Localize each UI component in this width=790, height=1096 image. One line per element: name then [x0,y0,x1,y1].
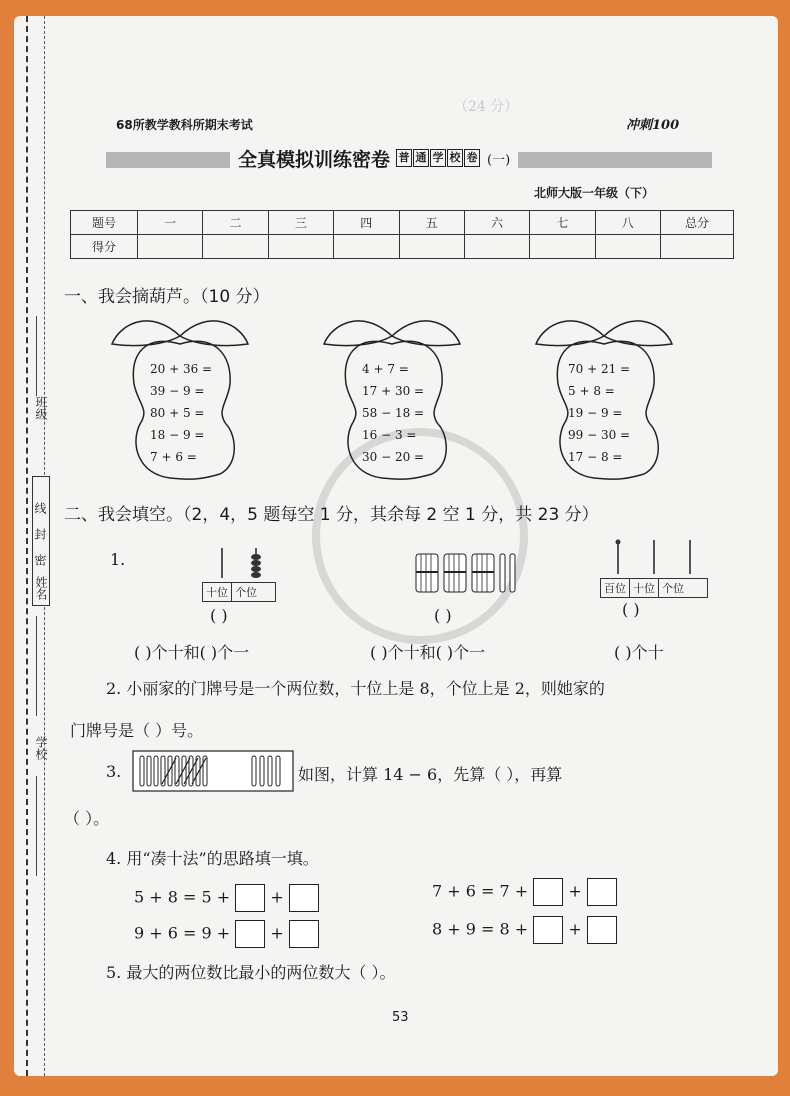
q1-answer-b[interactable]: ( ) [434,606,452,625]
gourd-1 [110,314,250,494]
section-1-heading: 一、我会摘葫芦。（10 分） [64,287,270,307]
q1-line-c[interactable]: ( )个十 [614,643,664,662]
gourd-2-eq-2: 17 + 30 = [362,384,425,398]
edition-label: 北师大版一年级（下） [534,186,655,200]
q4-equation-1: 5 + 8 = 5 + + [134,884,319,912]
q3-number: 3. [106,762,122,781]
gourd-2 [322,314,462,494]
q1-line-b[interactable]: ( )个十和( )个一 [370,643,486,662]
q1-number: 1. [110,550,126,569]
gourd-2-eq-4: 16 − 3 = [362,428,417,442]
answer-box[interactable] [289,920,319,948]
gourd-1-eq-2: 39 − 9 = [150,384,205,398]
exam-title [230,144,518,172]
answer-box[interactable] [533,916,563,944]
q1-answer-a[interactable]: ( ) [210,606,228,625]
q4-equation-3: 7 + 6 = 7 + + [432,878,617,906]
bleed-through-text: （24 分） [454,99,519,115]
title-number: (一) [487,152,511,168]
gourd-2-eq-1: 4 + 7 = [362,362,409,376]
q3-sticks-figure [132,750,294,796]
answer-box[interactable] [289,884,319,912]
gourd-3-eq-2: 5 + 8 = [568,384,615,398]
abacus-1-labels: 十位 个位 [202,582,276,602]
q4-equation-2: 9 + 6 = 9 + + [134,920,319,948]
gourd-2-eq-3: 58 − 18 = [362,406,425,420]
q3-text[interactable]: 如图，计算 14 − 6，先算（ ），再算 [298,765,563,784]
score-table [70,210,734,259]
q4-text: 4. 用“凑十法”的思路填一填。 [106,849,319,868]
answer-box[interactable] [587,878,617,906]
score-entry-row: 得分 [71,235,734,259]
gourd-3 [534,314,674,494]
answer-box[interactable] [235,920,265,948]
binding-label-name: 姓名 [34,576,48,600]
binding-label-school: 学校 [34,736,48,760]
q2-line-1: 2. 小丽家的门牌号是一个两位数，十位上是 8，个位上是 2，则她家的 [106,679,605,698]
page-number: 53 [392,1010,409,1025]
gourd-1-eq-5: 7 + 6 = [150,450,197,464]
q1-answer-c[interactable]: ( ) [622,600,640,619]
q2-line-2[interactable]: 门牌号是（ ）号。 [70,721,204,740]
gourd-2-eq-5: 30 − 20 = [362,450,425,464]
gourd-1-eq-4: 18 − 9 = [150,428,205,442]
abacus-2-rods [600,536,708,574]
gourd-1-eq-1: 20 + 36 = [150,362,213,376]
gourd-3-eq-3: 19 − 9 = [568,406,623,420]
brand-logo: 冲刺100 [626,118,680,133]
section-2-heading: 二、我会填空。（2，4，5 题每空 1 分，其余每 2 空 1 分，共 23 分） [64,505,599,525]
binding-label-class: 班级 [34,396,48,420]
binding-seal-box: 线封密 [32,476,50,606]
score-header-row: 题号 一 二 三 四 五 六 七 八 总分 [71,211,734,235]
abacus-2-labels: 百位 十位 个位 [600,578,708,598]
answer-box[interactable] [235,884,265,912]
q5-text[interactable]: 5. 最大的两位数比最小的两位数大（ ）。 [106,963,396,982]
gourd-3-eq-4: 99 − 30 = [568,428,631,442]
gourd-3-eq-1: 70 + 21 = [568,362,631,376]
abacus-1 [202,544,276,602]
title-boxes: 普 通 学 校 卷 [396,149,481,167]
q3-line-2[interactable]: （ ）。 [64,809,110,828]
exam-series: 68所教学教科所期末考试 [116,118,253,132]
q1-line-a[interactable]: ( )个十和( )个一 [134,643,250,662]
answer-box[interactable] [533,878,563,906]
stick-bundles [412,552,522,598]
abacus-2 [600,536,708,598]
exam-page [14,16,778,1076]
answer-box[interactable] [587,916,617,944]
q4-equation-4: 8 + 9 = 8 + + [432,916,617,944]
title-text: 全真模拟训练密卷 [238,148,391,171]
gourd-1-eq-3: 80 + 5 = [150,406,205,420]
gourd-3-eq-5: 17 − 8 = [568,450,623,464]
abacus-1-rods [202,544,276,578]
binding-strip [14,16,54,1076]
